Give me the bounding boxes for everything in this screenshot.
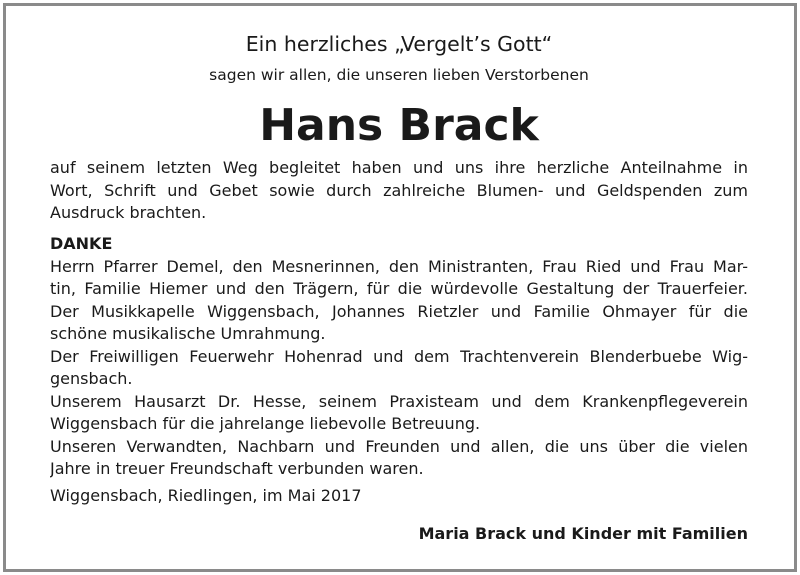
thanks-line: Unserem Hausarzt Dr. Hesse, seinem Praxisteam und dem Krankenpflegeverein bbox=[50, 391, 748, 411]
headline: Ein herzliches „Vergelt’s Gott“ bbox=[245, 32, 553, 56]
thanks-line: Der Musikkapelle Wiggensbach, Johannes Rietzler und Familie Ohmayer für die bbox=[50, 301, 748, 321]
intro-line: Wort, Schrift und Gebet sowie durch zahlreiche Blumen- und Geldspenden zum bbox=[50, 180, 748, 200]
intro-line: auf seinem letzten Weg begleitet haben und uns ihre herzliche Anteilnahme in bbox=[50, 158, 748, 177]
thanks-section bbox=[50, 233, 748, 481]
deceased-name: Hans Brack bbox=[259, 100, 539, 151]
subline: sagen wir allen, die unseren lieben Verstorbenen bbox=[209, 66, 589, 84]
thanks-line: Jahre in treuer Freundschaft verbunden waren. bbox=[50, 459, 424, 478]
intro-line: Ausdruck brachten. bbox=[50, 203, 207, 222]
intro-paragraph bbox=[50, 157, 748, 225]
thanks-line: tin, Familie Hiemer und den Trägern, für die würdevolle Gestaltung der Trauerfeier. bbox=[50, 279, 748, 298]
signature: Maria Brack und Kinder mit Familien bbox=[418, 524, 748, 543]
thanks-line: Herrn Pfarrer Demel, den Mesnerinnen, den Ministranten, Frau Ried und Frau Mar- bbox=[50, 256, 748, 276]
thanks-line: gensbach. bbox=[50, 369, 133, 388]
thanks-heading: DANKE bbox=[50, 234, 113, 253]
thanks-line: Wiggensbach für die jahrelange liebevolle Betreuung. bbox=[50, 414, 481, 433]
thanks-line: Unseren Verwandten, Nachbarn und Freunden und allen, die uns über die vielen bbox=[50, 436, 748, 456]
thanks-line: schöne musikalische Umrahmung. bbox=[50, 324, 326, 343]
place-date: Wiggensbach, Riedlingen, im Mai 2017 bbox=[50, 486, 362, 505]
thanks-line: Der Freiwilligen Feuerwehr Hohenrad und dem Trachtenverein Blenderbuebe Wig- bbox=[50, 346, 748, 366]
